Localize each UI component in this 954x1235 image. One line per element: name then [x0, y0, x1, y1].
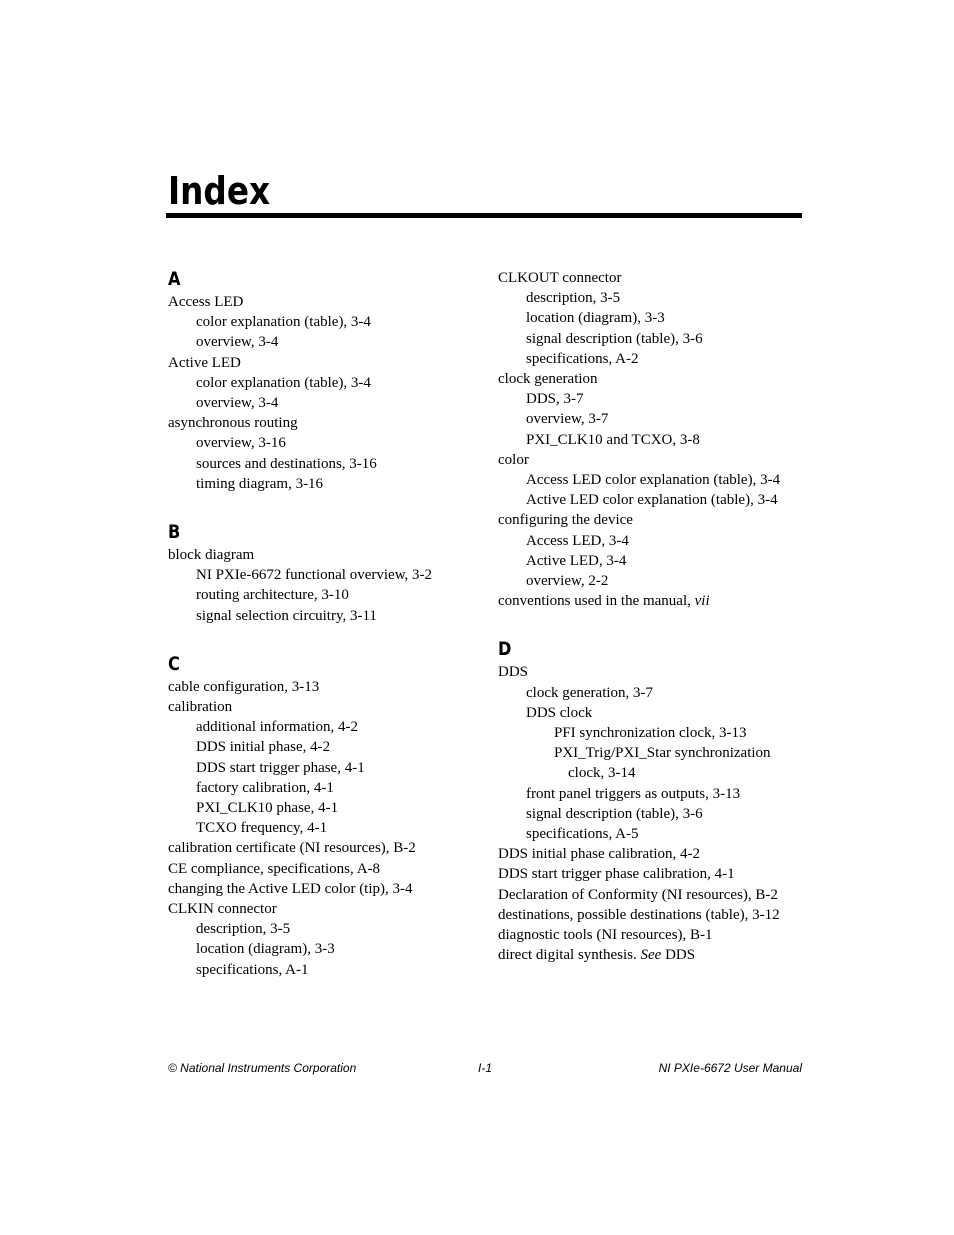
index-entry [168, 373, 488, 393]
index-entry-text: color explanation (table), 3-4 [196, 314, 371, 331]
index-entry-text: DDS initial phase, 4-2 [196, 739, 331, 756]
index-entry [168, 353, 488, 373]
index-entry-text: conventions used in the manual, [498, 593, 695, 610]
index-entry-text: overview, 3-7 [526, 411, 609, 428]
index-entry [498, 268, 802, 288]
index-entry-text: DDS start trigger phase calibration, 4-1 [498, 866, 735, 883]
index-entry-text: front panel triggers as outputs, 3-13 [526, 785, 741, 802]
index-entry [498, 510, 802, 530]
page-title: Index [168, 169, 271, 213]
index-entry-text: additional information, 4-2 [196, 719, 359, 736]
index-entry [498, 784, 802, 804]
index-entry-text: location (diagram), 3-3 [196, 941, 335, 958]
index-entry-text: Declaration of Conformity (NI resources), B-2 [498, 886, 778, 903]
index-entry [168, 717, 488, 737]
index-entry-text: NI PXIe-6672 functional overview, 3-2 [196, 567, 433, 584]
index-entry [168, 433, 488, 453]
section-letter-b: B [168, 521, 181, 544]
index-entry-text: overview, 3-16 [196, 435, 286, 452]
index-entry [168, 413, 488, 433]
index-entry-text: signal selection circuitry, 3-11 [196, 607, 377, 624]
index-entry [168, 545, 488, 565]
footer-manual-title: NI PXIe-6672 User Manual [658, 1061, 802, 1075]
index-entry [498, 470, 802, 490]
index-entry-text: CLKIN connector [168, 901, 277, 918]
index-entry-text: PXI_Trig/PXI_Star synchronization [554, 745, 771, 762]
index-entry-text: sources and destinations, 3-16 [196, 455, 377, 472]
index-entry [168, 879, 488, 899]
index-entry [168, 677, 488, 697]
index-entry [168, 474, 488, 494]
footer-page-number: I-1 [478, 1061, 493, 1075]
index-entry [168, 838, 488, 858]
index-entry-text: calibration certificate (NI resources), B-2 [168, 840, 416, 857]
index-entry [168, 960, 488, 980]
index-entry-text: Access LED color explanation (table), 3-4 [526, 472, 781, 489]
index-entry [498, 369, 802, 389]
index-entry-text: changing the Active LED color (tip), 3-4 [168, 880, 413, 897]
index-entry-text: TCXO frequency, 4-1 [196, 820, 328, 837]
index-entry [498, 945, 802, 965]
index-entry [168, 778, 488, 798]
index-entry [498, 571, 802, 591]
index-entry [498, 591, 802, 611]
index-entry-text: timing diagram, 3-16 [196, 475, 324, 492]
index-entry [498, 763, 802, 783]
index-entry [498, 703, 802, 723]
page-footer [168, 1061, 802, 1079]
index-entry [168, 818, 488, 838]
index-entry-text: PFI synchronization clock, 3-13 [554, 725, 747, 742]
index-entry [498, 743, 802, 763]
footer-copyright: © National Instruments Corporation [168, 1061, 357, 1075]
index-entry-text: description, 3-5 [526, 290, 621, 307]
index-entry-text: DDS initial phase calibration, 4-2 [498, 846, 701, 863]
index-entry [498, 925, 802, 945]
index-entry-text: location (diagram), 3-3 [526, 310, 665, 327]
index-entry [168, 454, 488, 474]
index-entry-text: cable configuration, 3-13 [168, 678, 320, 695]
index-entry-text: color explanation (table), 3-4 [196, 374, 371, 391]
index-entry-text: color [498, 451, 529, 468]
index-entry [498, 329, 802, 349]
index-entry [498, 349, 802, 369]
index-entry [168, 919, 488, 939]
index-entry [498, 905, 802, 925]
index-entry-text: specifications, A-1 [196, 961, 309, 978]
index-entry [498, 490, 802, 510]
index-entry [498, 430, 802, 450]
index-entry-text: PXI_CLK10 phase, 4-1 [196, 800, 339, 817]
index-entry [498, 864, 802, 884]
index-entry [168, 585, 488, 605]
index-entry-text: routing architecture, 3-10 [196, 587, 349, 604]
index-entry-text: factory calibration, 4-1 [196, 779, 334, 796]
index-entry-text: DDS [498, 664, 529, 681]
index-entry [168, 292, 488, 312]
index-entry-text: diagnostic tools (NI resources), B-1 [498, 927, 713, 944]
section-letter-a: A [168, 268, 181, 290]
index-entry-italic: See [640, 947, 662, 964]
index-entry-text: clock, 3-14 [568, 765, 636, 782]
index-entry [168, 697, 488, 717]
index-entry [498, 662, 802, 682]
index-entry-text: CE compliance, specifications, A-8 [168, 860, 381, 877]
index-entry [168, 859, 488, 879]
section-letter-c: C [168, 652, 180, 675]
index-entry [168, 899, 488, 919]
index-entry-text: Access LED [168, 294, 244, 310]
index-entry [498, 531, 802, 551]
index-entry-text: configuring the device [498, 512, 633, 529]
index-entry [168, 758, 488, 778]
index-entry-text: direct digital synthesis. [498, 947, 641, 964]
index-entry-text: Access LED, 3-4 [526, 532, 629, 549]
index-entry-text: CLKOUT connector [498, 270, 622, 286]
index-entry [498, 824, 802, 844]
index-entry-text: signal description (table), 3-6 [526, 805, 703, 822]
index-entry [498, 409, 802, 429]
section-letter-d: D [498, 638, 512, 661]
index-entry [168, 332, 488, 352]
index-entry [168, 606, 488, 626]
index-entry [498, 844, 802, 864]
index-entry-text: asynchronous routing [168, 415, 298, 432]
index-entry [168, 939, 488, 959]
index-entry-text: clock generation [498, 371, 598, 388]
index-entry-text: Active LED, 3-4 [526, 552, 627, 569]
index-entry-text: clock generation, 3-7 [526, 684, 654, 701]
index-entry [498, 804, 802, 824]
index-entry-text: block diagram [168, 547, 255, 564]
index-entry-text: overview, 3-4 [196, 395, 279, 412]
index-entry-text: PXI_CLK10 and TCXO, 3-8 [526, 431, 700, 448]
index-entry-text: calibration [168, 699, 233, 716]
index-entry-text: DDS, 3-7 [526, 391, 584, 408]
index-entry [498, 288, 802, 308]
index-entry-text: description, 3-5 [196, 921, 291, 938]
index-entry [498, 389, 802, 409]
index-entry [498, 723, 802, 743]
index-entry [168, 565, 488, 585]
index-entry [498, 308, 802, 328]
index-entry-text: Active LED [168, 354, 241, 371]
index-entry-text: specifications, A-2 [526, 350, 639, 367]
index-entry-text: Active LED color explanation (table), 3-4 [526, 492, 778, 509]
title-rule [166, 213, 802, 218]
index-entry-italic: vii [694, 593, 710, 610]
index-entry-text: destinations, possible destinations (table), 3-12 [498, 906, 780, 923]
index-entry-text: overview, 2-2 [526, 573, 609, 590]
index-entry-text: specifications, A-5 [526, 826, 639, 843]
index-entry [498, 551, 802, 571]
index-entry-text: DDS start trigger phase, 4-1 [196, 759, 365, 776]
index-entry [168, 798, 488, 818]
index-column-right [498, 268, 802, 966]
index-entry-text: DDS clock [526, 704, 593, 721]
index-entry [168, 393, 488, 413]
index-entry-text: signal description (table), 3-6 [526, 330, 703, 347]
index-entry [168, 737, 488, 757]
index-entry-text: overview, 3-4 [196, 334, 279, 351]
index-entry-reference: DDS [661, 947, 696, 964]
index-entry [498, 683, 802, 703]
index-entry [168, 312, 488, 332]
index-column-left [168, 266, 488, 980]
index-entry [498, 885, 802, 905]
index-entry [498, 450, 802, 470]
